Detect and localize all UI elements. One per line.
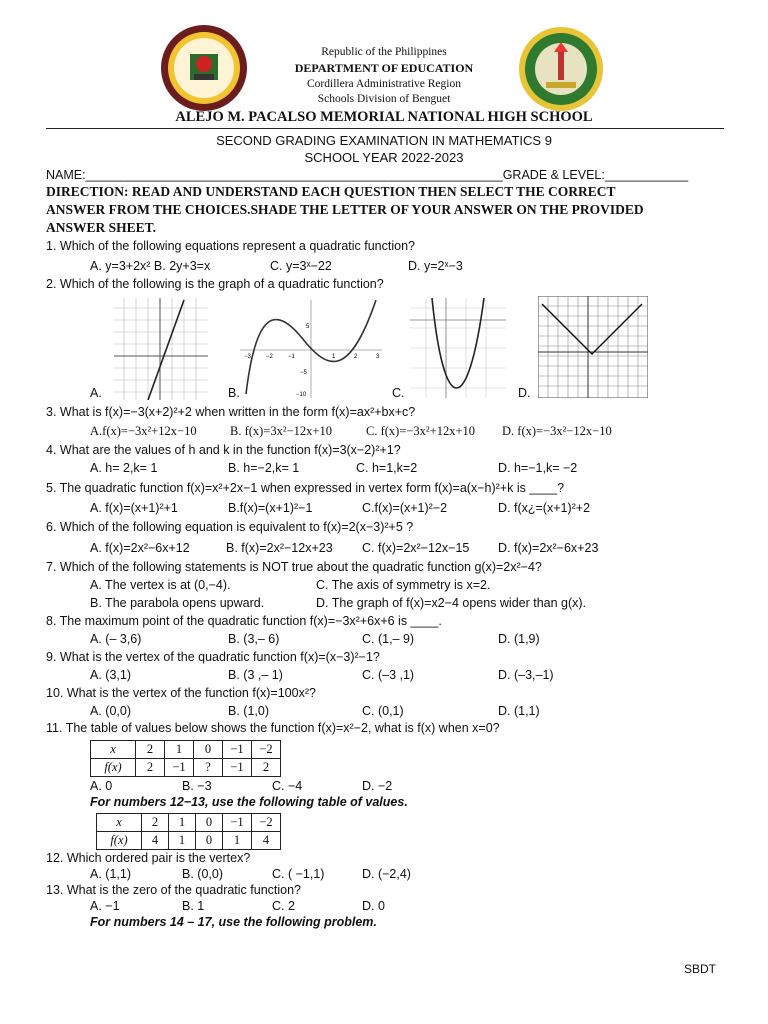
table-cell: 0 — [196, 814, 223, 832]
q13-choice-a: A. −1 — [90, 899, 120, 913]
table-cell: −2 — [252, 741, 281, 759]
table-cell: 0 — [194, 741, 223, 759]
q1-choice-a-b: A. y=3+2x² B. 2y+3=x — [90, 259, 211, 273]
q2-choice-c: C. — [392, 386, 405, 400]
table-cell: 0 — [196, 832, 223, 850]
graph-b-label-neg5: −5 — [300, 370, 307, 376]
q2-choice-d: D. — [518, 386, 531, 400]
table-cell: 1 — [169, 832, 196, 850]
q3-choice-c: C. f(x)=−3x²+12x+10 — [366, 424, 476, 438]
direction-line-1: DIRECTION: READ AND UNDERSTAND EACH QUESTION THEN SELECT THE CORRECT — [46, 184, 616, 199]
note-12-13: For numbers 12−13, use the following table of values. — [90, 795, 408, 809]
table-cell: 2 — [252, 759, 281, 777]
q4-choice-a: A. h= 2,k= 1 — [90, 461, 158, 475]
graph-d-absolute-value — [538, 296, 648, 398]
table-row — [97, 814, 281, 832]
q2-choice-a: A. — [90, 386, 102, 400]
direction-line-3: ANSWER SHEET. — [46, 220, 157, 235]
question-10: 10. What is the vertex of the function f(x)=100x²? — [46, 686, 316, 700]
q5-choice-d: D. f(x¿=(x+1)²+2 — [498, 501, 591, 515]
table-cell: 4 — [142, 832, 169, 850]
q1-choice-d: D. y=2ˣ−3 — [408, 259, 463, 273]
q5-choice-b: B.f(x)=(x+1)²−1 — [228, 501, 313, 515]
q8-choice-c: C. (1,– 9) — [362, 632, 415, 646]
q10-choice-d: D. (1,1) — [498, 704, 540, 718]
q11-choice-c: C. −4 — [272, 779, 303, 793]
q12-choice-c: C. ( −1,1) — [272, 867, 325, 881]
q13-choice-c: C. 2 — [272, 899, 295, 913]
q12-choice-d: D. (−2,4) — [362, 867, 411, 881]
graph-b-label-1: 1 — [332, 354, 336, 360]
q12-choice-b: B. (0,0) — [182, 867, 223, 881]
q9-choice-c: C. (–3 ,1) — [362, 668, 415, 682]
table-cell: −1 — [223, 759, 252, 777]
q4-choice-c: C. h=1,k=2 — [356, 461, 418, 475]
question-3: 3. What is f(x)=−3(x+2)²+2 when written in the form f(x)=ax²+bx+c? — [46, 405, 416, 419]
division-line: Schools Division of Benguet — [317, 93, 451, 105]
table-cell: 1 — [223, 832, 252, 850]
table-cell: 1 — [165, 741, 194, 759]
question-5: 5. The quadratic function f(x)=x²+2x−1 when expressed in vertex form f(x)=a(x−h)²+k is ____? — [46, 481, 565, 495]
q6-choice-a: A. f(x)=2x²−6x+12 — [90, 541, 190, 555]
q6-choice-d: D. f(x)=2x²−6x+23 — [498, 541, 599, 555]
q10-choice-a: A. (0,0) — [90, 704, 131, 718]
q11-values-table — [90, 740, 281, 777]
q12-choice-a: A. (1,1) — [90, 867, 131, 881]
name-grade-line: NAME:____________________________________________________________GRADE & LEVEL:____________ — [46, 168, 689, 182]
table-cell: x — [97, 814, 142, 832]
school-name: ALEJO M. PACALSO MEMORIAL NATIONAL HIGH SCHOOL — [175, 109, 593, 125]
graph-a-linear — [114, 298, 208, 400]
q9-choice-a: A. (3,1) — [90, 668, 131, 682]
question-12: 12. Which ordered pair is the vertex? — [46, 851, 251, 865]
q13-choice-b: B. 1 — [182, 899, 205, 913]
q10-choice-b: B. (1,0) — [228, 704, 269, 718]
table-row — [91, 741, 281, 759]
graph-b-label-neg1: −1 — [288, 354, 295, 360]
table-cell: ? — [194, 759, 223, 777]
table-row — [97, 832, 281, 850]
table-cell: f(x) — [97, 832, 142, 850]
q10-choice-c: C. (0,1) — [362, 704, 404, 718]
q11-choice-d: D. −2 — [362, 779, 393, 793]
department-line: DEPARTMENT OF EDUCATION — [294, 61, 474, 75]
question-6: 6. Which of the following equation is equivalent to f(x)=2(x−3)²+5 ? — [46, 520, 414, 534]
q7-choice-b: B. The parabola opens upward. — [90, 596, 265, 610]
header-rule — [46, 128, 724, 129]
question-9: 9. What is the vertex of the quadratic function f(x)=(x−3)²−1? — [46, 650, 380, 664]
table-cell: 2 — [136, 759, 165, 777]
q7-choice-c: C. The axis of symmetry is x=2. — [316, 578, 491, 592]
q8-choice-d: D. (1,9) — [498, 632, 540, 646]
table-cell: −1 — [223, 741, 252, 759]
q6-choice-b: B. f(x)=2x²−12x+23 — [226, 541, 333, 555]
graph-b-label-neg10: −10 — [296, 392, 307, 398]
republic-line: Republic of the Philippines — [321, 46, 447, 58]
q11-choice-b: B. −3 — [182, 779, 212, 793]
table-row — [91, 759, 281, 777]
q7-choice-a: A. The vertex is at (0,−4). — [90, 578, 231, 592]
table-cell: −1 — [165, 759, 194, 777]
q8-choice-a: A. (– 3,6) — [90, 632, 142, 646]
graph-b-label-3: 3 — [376, 354, 380, 360]
q3-choice-d: D. f(x)=−3x²−12x−10 — [502, 424, 612, 438]
q4-choice-b: B. h=−2,k= 1 — [228, 461, 300, 475]
graph-b-label-5: 5 — [306, 324, 310, 330]
q7-choice-d: D. The graph of f(x)=x2−4 opens wider than g(x). — [316, 596, 587, 610]
q2-choice-b: B. — [228, 386, 240, 400]
table-cell: −1 — [223, 814, 252, 832]
question-2: 2. Which of the following is the graph of a quadratic function? — [46, 277, 384, 291]
q5-choice-a: A. f(x)=(x+1)²+1 — [90, 501, 178, 515]
q9-choice-b: B. (3 ,– 1) — [228, 668, 283, 682]
graph-c-parabola — [410, 298, 506, 398]
q8-choice-b: B. (3,– 6) — [228, 632, 280, 646]
table-cell: f(x) — [91, 759, 136, 777]
q6-choice-c: C. f(x)=2x²−12x−15 — [362, 541, 470, 555]
q9-choice-d: D. (–3,–1) — [498, 668, 554, 682]
q4-choice-d: D. h=−1,k= −2 — [498, 461, 578, 475]
table-cell: x — [91, 741, 136, 759]
table-cell: 2 — [142, 814, 169, 832]
q13-choice-d: D. 0 — [362, 899, 385, 913]
table-cell: 4 — [252, 832, 281, 850]
q3-choice-b: B. f(x)=3x²−12x+10 — [230, 424, 332, 438]
direction-line-2: ANSWER FROM THE CHOICES.SHADE THE LETTER OF YOUR ANSWER ON THE PROVIDED — [46, 202, 644, 217]
exam-title: SECOND GRADING EXAMINATION IN MATHEMATICS 9 — [216, 133, 552, 148]
region-line: Cordillera Administrative Region — [307, 78, 461, 90]
table-cell: 2 — [136, 741, 165, 759]
note-14-17: For numbers 14 – 17, use the following problem. — [90, 915, 377, 929]
q1-choice-c: C. y=3ˣ−22 — [270, 259, 332, 273]
question-1: 1. Which of the following equations represent a quadratic function? — [46, 239, 415, 253]
question-7: 7. Which of the following statements is NOT true about the quadratic function g(x)=2x²−4? — [46, 560, 542, 574]
school-year: SCHOOL YEAR 2022-2023 — [304, 150, 464, 165]
values-table-12-13 — [96, 813, 281, 850]
graph-b-cubic — [240, 300, 382, 398]
table-cell: 1 — [169, 814, 196, 832]
footer-code: SBDT — [684, 962, 717, 976]
question-8: 8. The maximum point of the quadratic function f(x)=−3x²+6x+6 is ____. — [46, 614, 442, 628]
graph-b-label-2: 2 — [354, 354, 358, 360]
question-13: 13. What is the zero of the quadratic function? — [46, 883, 302, 897]
question-11: 11. The table of values below shows the function f(x)=x²−2, what is f(x) when x=0? — [46, 721, 500, 735]
graph-b-label-neg3: −3 — [244, 354, 251, 360]
graph-b-label-neg2: −2 — [266, 354, 273, 360]
q3-choice-a: A.f(x)=−3x²+12x−10 — [90, 424, 197, 438]
question-4: 4. What are the values of h and k in the function f(x)=3(x−2)²+1? — [46, 443, 401, 457]
q11-choice-a: A. 0 — [90, 779, 113, 793]
table-cell: −2 — [252, 814, 281, 832]
q5-choice-c: C.f(x)=(x+1)²−2 — [362, 501, 448, 515]
